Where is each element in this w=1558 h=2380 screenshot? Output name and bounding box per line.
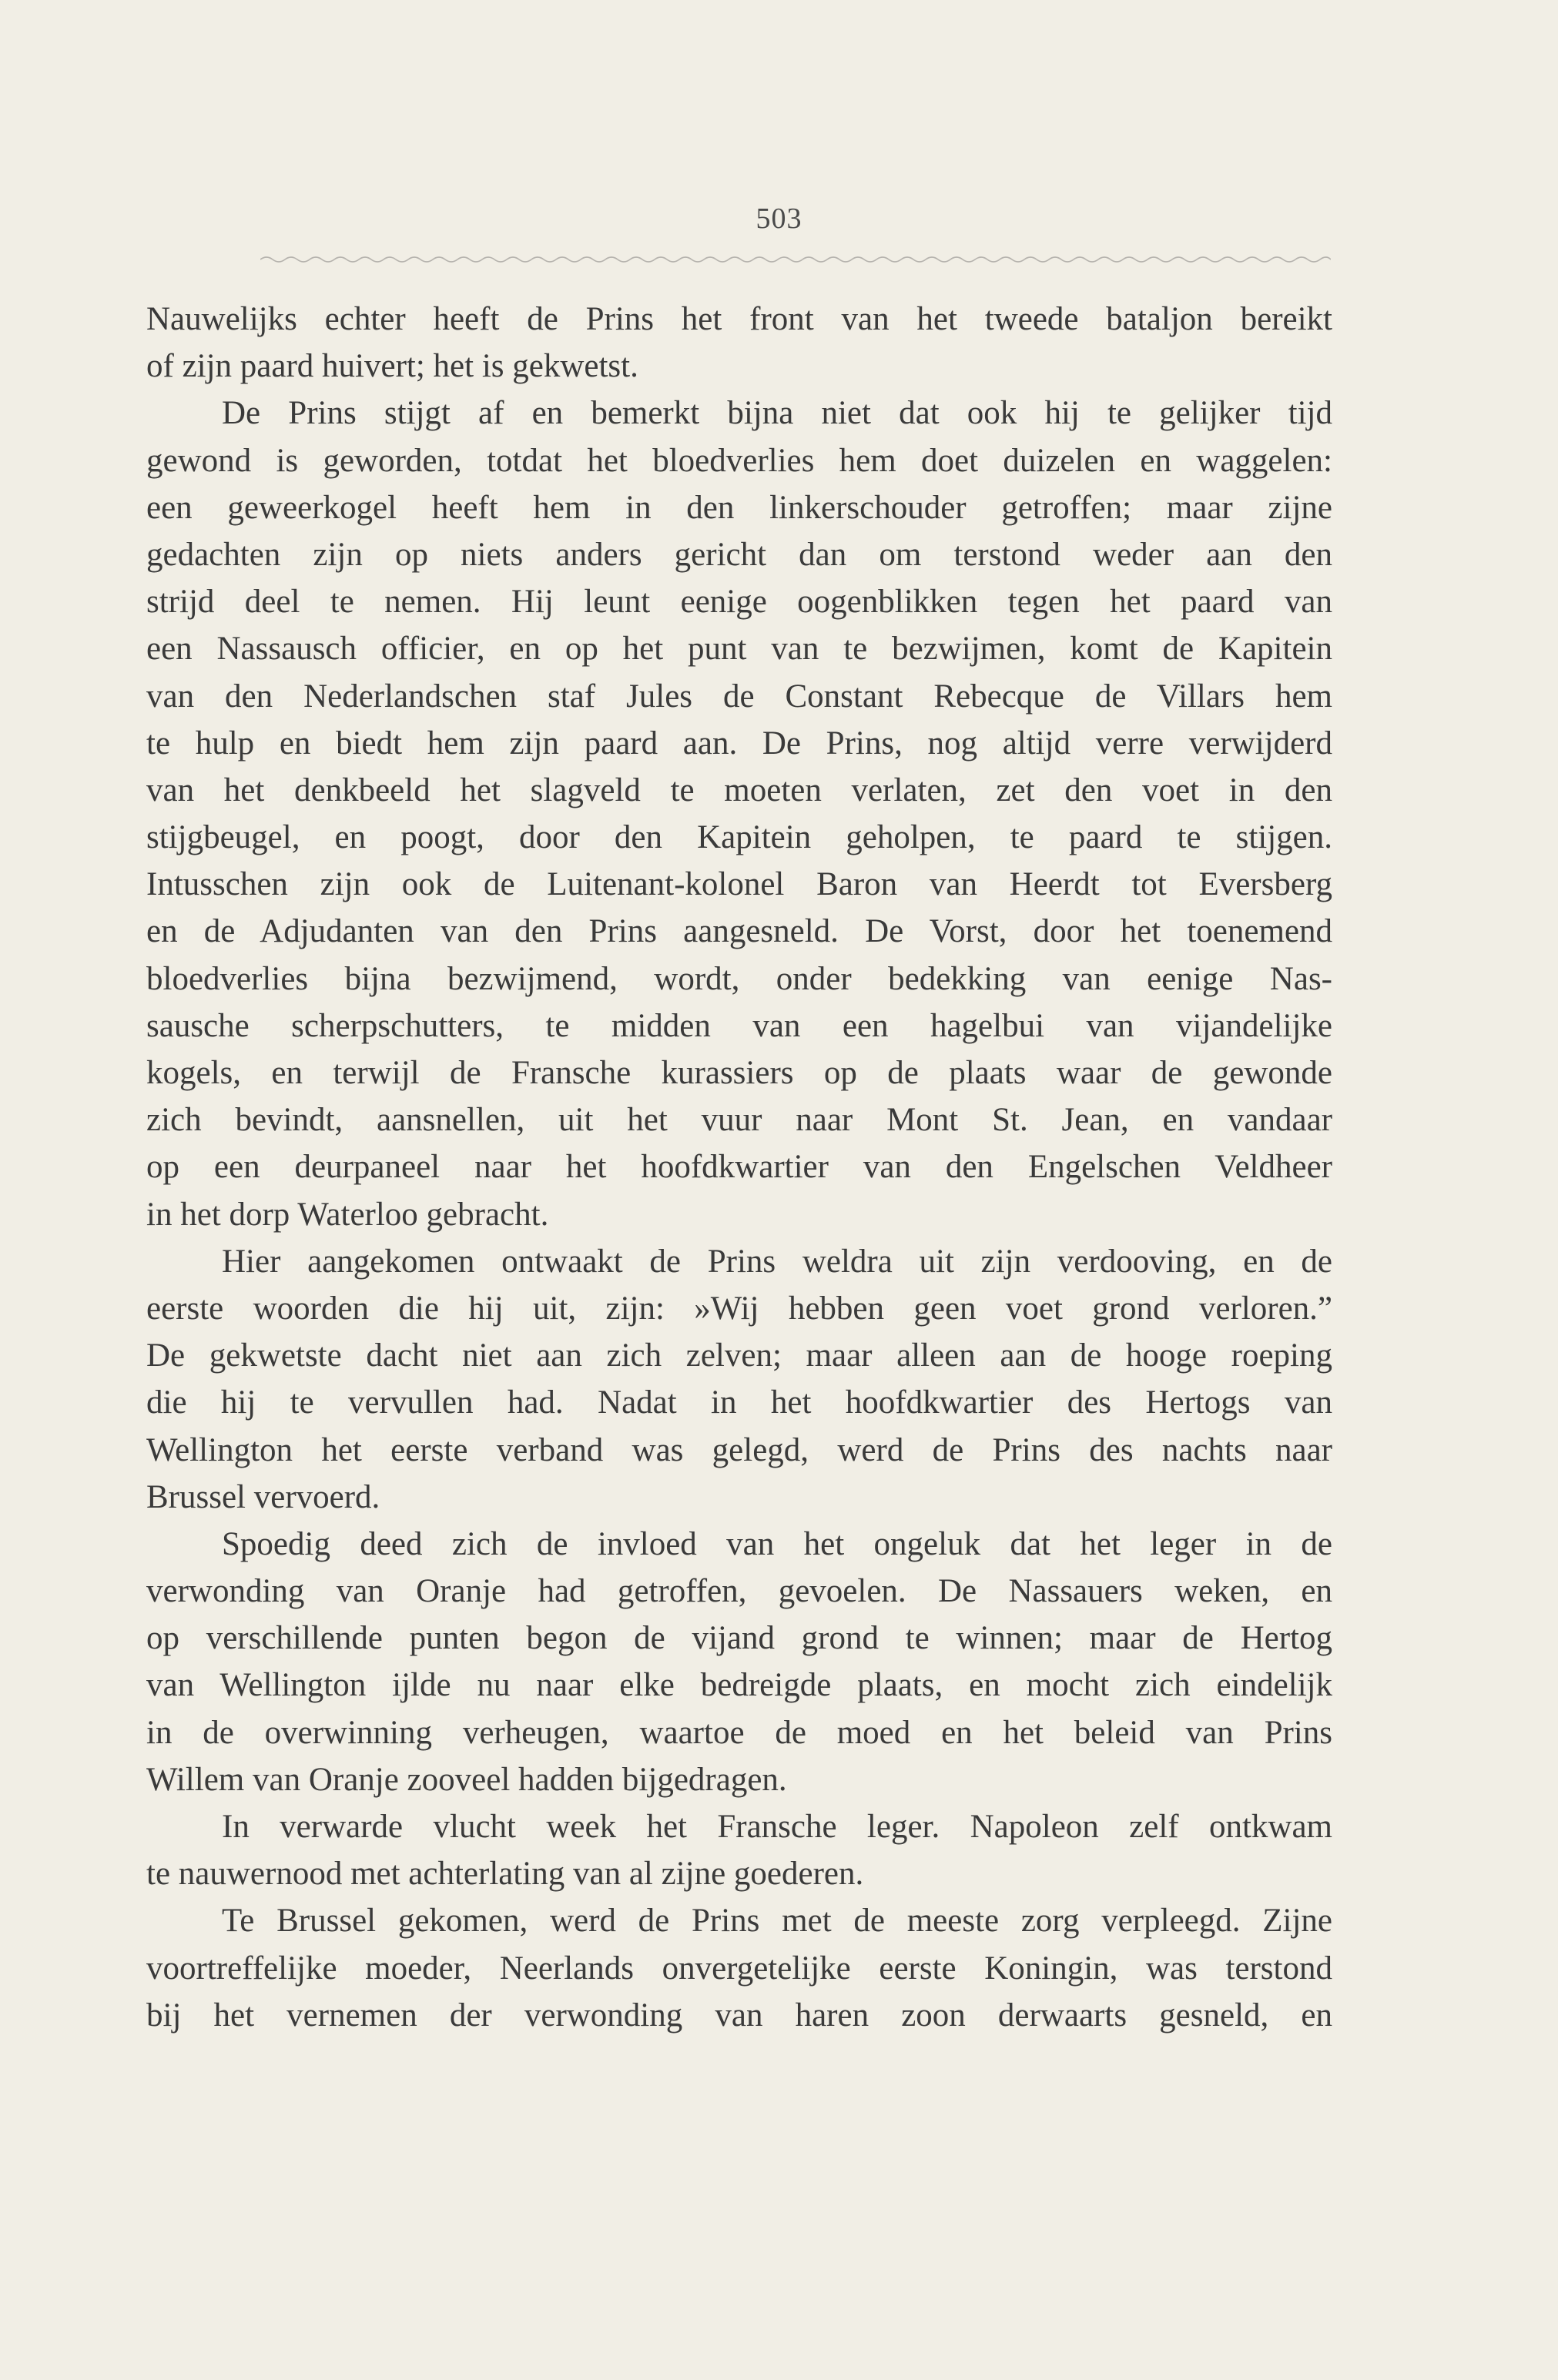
text-line: kogels, en terwijl de Fransche kurassiers op de plaats waar de gewonde <box>146 1055 1332 1091</box>
paragraph <box>146 1238 1332 1521</box>
text-line: eerste woorden die hij uit, zijn: »Wij hebben geen voet grond verloren.” <box>146 1290 1332 1327</box>
text-line: bloedverlies bijna bezwijmend, wordt, onder bedekking van eenige Nas- <box>146 960 1332 997</box>
header-wavy-rule <box>260 254 1331 265</box>
text-line: gedachten zijn op niets anders gericht dan om terstond weder aan den <box>146 536 1332 573</box>
text-line: die hij te vervullen had. Nadat in het hoofdkwartier des Hertogs van <box>146 1384 1332 1421</box>
text-line: te hulp en biedt hem zijn paard aan. De Prins, nog altijd verre verwijderd <box>146 725 1332 762</box>
text-line: voortreffelijke moeder, Neerlands onvergetelijke eerste Koningin, was terstond <box>146 1950 1332 1987</box>
text-line: Te Brussel gekomen, werd de Prins met de meeste zorg verpleegd. Zijne <box>222 1903 1332 1940</box>
text-line: een geweerkogel heeft hem in den linkerschouder getroffen; maar zijne <box>146 489 1332 526</box>
text-line: Intusschen zijn ook de Luitenant-kolonel Baron van Heerdt tot Eversberg <box>146 866 1332 903</box>
text-line: in het dorp Waterloo gebracht. <box>146 1196 549 1233</box>
text-line: Spoedig deed zich de invloed van het ongeluk dat het leger in de <box>222 1525 1332 1562</box>
body-text <box>146 296 1332 2039</box>
text-line: sausche scherpschutters, te midden van een hagelbui van vijandelijke <box>146 1007 1332 1044</box>
text-line: en de Adjudanten van den Prins aangesneld. De Vorst, door het toenemend <box>146 913 1332 950</box>
text-line: van Wellington ijlde nu naar elke bedreigde plaats, en mocht zich eindelijk <box>146 1667 1332 1704</box>
paragraph <box>146 390 1332 1237</box>
text-line: van het denkbeeld het slagveld te moeten verlaten, zet den voet in den <box>146 772 1332 808</box>
paragraph <box>146 1803 1332 1897</box>
text-line: op verschillende punten begon de vijand grond te winnen; maar de Hertog <box>146 1620 1332 1657</box>
text-line: strijd deel te nemen. Hij leunt eenige oogenblikken tegen het paard van <box>146 584 1332 621</box>
text-line: Nauwelijks echter heeft de Prins het front van het tweede bataljon bereikt <box>146 301 1332 337</box>
text-line: Willem van Oranje zooveel hadden bijgedragen. <box>146 1761 787 1798</box>
text-line: zich bevindt, aansnellen, uit het vuur naar Mont St. Jean, en vandaar <box>146 1102 1332 1139</box>
text-line: verwonding van Oranje had getroffen, gevoelen. De Nassauers weken, en <box>146 1573 1332 1610</box>
text-line: De gekwetste dacht niet aan zich zelven; maar alleen aan de hooge roeping <box>146 1337 1332 1374</box>
text-line: op een deurpaneel naar het hoofdkwartier van den Engelschen Veldheer <box>146 1149 1332 1186</box>
text-line: Hier aangekomen ontwaakt de Prins weldra uit zijn verdooving, en de <box>222 1243 1332 1280</box>
text-line: bij het vernemen der verwonding van haren zoon derwaarts gesneld, en <box>146 1997 1332 2034</box>
paragraph <box>146 1897 1332 2039</box>
text-line: in de overwinning verheugen, waartoe de moed en het beleid van Prins <box>146 1714 1332 1751</box>
text-line: Brussel vervoerd. <box>146 1478 380 1515</box>
text-line: een Nassausch officier, en op het punt van te bezwijmen, komt de Kapitein <box>146 631 1332 668</box>
text-line: Wellington het eerste verband was gelegd, werd de Prins des nachts naar <box>146 1431 1332 1468</box>
text-line: of zijn paard huivert; het is gekwetst. <box>146 348 638 385</box>
text-line: De Prins stijgt af en bemerkt bijna niet dat ook hij te gelijker tijd <box>222 395 1332 432</box>
text-line: In verwarde vlucht week het Fransche leger. Napoleon zelf ontkwam <box>222 1809 1332 1845</box>
text-line: gewond is geworden, totdat het bloedverlies hem doet duizelen en waggelen: <box>146 442 1332 479</box>
paragraph <box>146 1521 1332 1803</box>
text-line: stijgbeugel, en poogt, door den Kapitein geholpen, te paard te stijgen. <box>146 819 1332 856</box>
paragraph <box>146 296 1332 390</box>
page-number: 503 <box>756 203 802 235</box>
text-line: van den Nederlandschen staf Jules de Constant Rebecque de Villars hem <box>146 678 1332 715</box>
text-line: te nauwernood met achterlating van al zijne goederen. <box>146 1856 864 1893</box>
